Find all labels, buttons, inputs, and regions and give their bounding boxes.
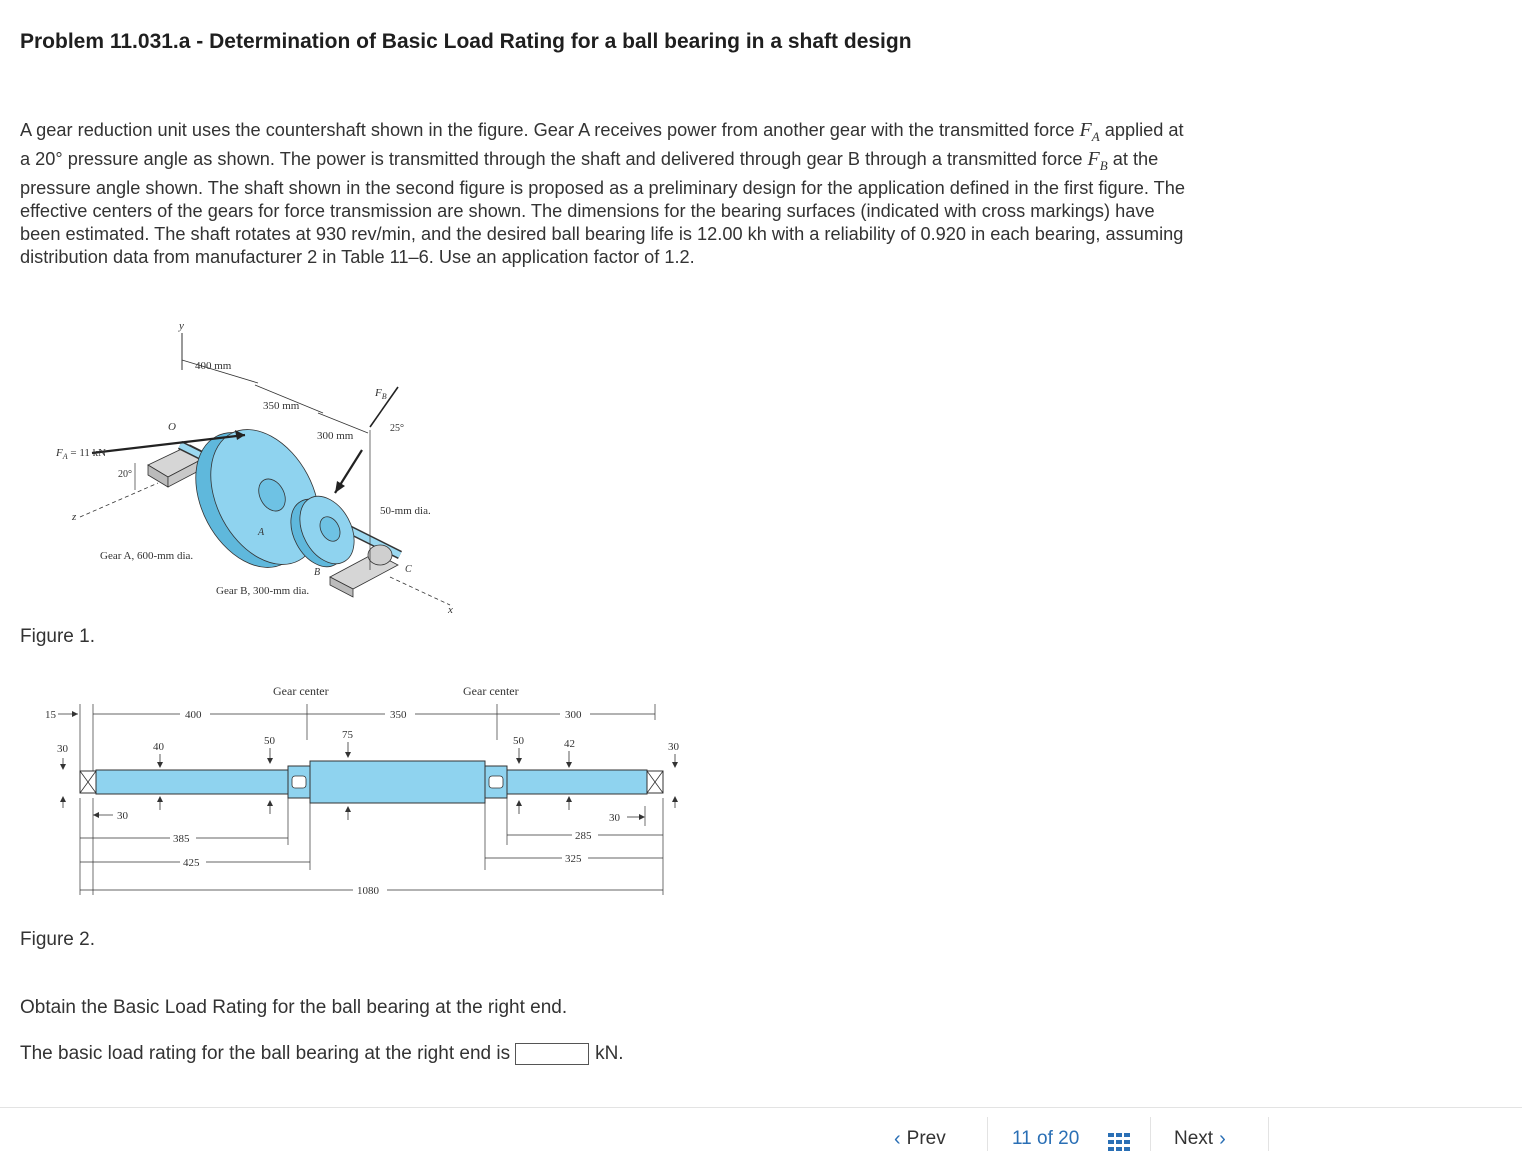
dim-350mm: 350 mm bbox=[263, 400, 300, 412]
dim-300: 300 bbox=[565, 709, 582, 721]
point-c-label: C bbox=[405, 564, 412, 575]
dim-30-left: 30 bbox=[57, 743, 68, 755]
dim-400mm: 400 mm bbox=[195, 360, 232, 372]
answer-prefix: The basic load rating for the ball bearing at the right end is bbox=[20, 1043, 511, 1064]
answer-unit: kN. bbox=[595, 1043, 624, 1064]
force-b-label: $F_B$ bbox=[375, 387, 387, 401]
dim-30-right: 30 bbox=[668, 741, 679, 753]
page-total: 20 bbox=[1058, 1128, 1080, 1149]
figure-2-label: Figure 2. bbox=[20, 929, 95, 950]
grid-icon[interactable] bbox=[1108, 1133, 1130, 1151]
answer-row bbox=[20, 1043, 624, 1065]
dim-50-right: 50 bbox=[513, 735, 524, 747]
dim-75: 75 bbox=[342, 729, 353, 741]
angle-25-label: 25° bbox=[390, 423, 404, 434]
chevron-right-icon: › bbox=[1219, 1127, 1226, 1150]
point-a-label: A bbox=[258, 527, 265, 538]
point-b-label: B bbox=[314, 567, 321, 578]
nav-separator bbox=[987, 1117, 988, 1151]
next-label: Next bbox=[1174, 1128, 1214, 1149]
dim-30-bottom-left: 30 bbox=[117, 810, 128, 822]
page-of: of bbox=[1037, 1128, 1053, 1149]
prev-label: Prev bbox=[906, 1128, 946, 1149]
nav-separator bbox=[1268, 1117, 1269, 1151]
dim-30-bottom-right: 30 bbox=[609, 812, 620, 824]
dim-1080: 1080 bbox=[357, 885, 379, 897]
page-indicator[interactable] bbox=[1012, 1127, 1079, 1151]
figure-2-drawing bbox=[35, 680, 695, 905]
shaft-left-section bbox=[96, 770, 288, 794]
description-text: applied at a 20° pressure angle as shown. The power is transmitted through the shaft and delivered through gear B through a transmitted force bbox=[20, 120, 1184, 169]
dim-15: 15 bbox=[45, 709, 56, 721]
gear-center-label-1: Gear center bbox=[273, 684, 329, 698]
shaft-right-section bbox=[507, 770, 647, 794]
answer-input[interactable] bbox=[515, 1043, 589, 1065]
force-a-symbol: $F_A$ bbox=[1079, 119, 1100, 144]
origin-label: O bbox=[168, 421, 176, 433]
angle-20-label: 20° bbox=[118, 469, 132, 480]
shaft-center-section bbox=[310, 761, 485, 803]
dim-42: 42 bbox=[564, 738, 575, 750]
question-prompt: Obtain the Basic Load Rating for the ball bearing at the right end. bbox=[20, 997, 568, 1018]
dim-300mm: 300 mm bbox=[317, 430, 354, 442]
description-text: A gear reduction unit uses the countershaft shown in the figure. Gear A receives power from another gear with the transmitted force bbox=[20, 120, 1080, 140]
dim-40: 40 bbox=[153, 741, 164, 753]
next-button[interactable] bbox=[1174, 1127, 1232, 1151]
x-axis-label: x bbox=[448, 604, 453, 616]
dim-400: 400 bbox=[185, 709, 202, 721]
dim-50-left: 50 bbox=[264, 735, 275, 747]
force-a-label: $F_A = 11$ kN bbox=[56, 447, 107, 461]
description-text: at the pressure angle shown. The shaft shown in the second figure is proposed as a preliminary design for the application defined in the first figure. The effective centers of the gears for force transmission are shown. The dimensions for the bearing surfaces (indicated with cross markings) have been estimated. The shaft rotates at 930 rev/min, and the desired ball bearing life is 12.00 kh with a reliability of 0.920 in each bearing, assuming distribution data from manufacturer 2 in Table 11–6. Use an application factor of 1.2. bbox=[20, 149, 1186, 267]
dim-425: 425 bbox=[183, 857, 200, 869]
dim-285: 285 bbox=[575, 830, 592, 842]
force-b-symbol: $F_B$ bbox=[1087, 148, 1108, 173]
problem-description bbox=[20, 119, 1190, 269]
figure-1-label: Figure 1. bbox=[20, 626, 95, 647]
prev-button[interactable] bbox=[888, 1127, 946, 1151]
dim-350: 350 bbox=[390, 709, 407, 721]
shaft-diameter-label: 50-mm dia. bbox=[380, 505, 431, 517]
gear-center-label-2: Gear center bbox=[463, 684, 519, 698]
footer-divider bbox=[0, 1107, 1522, 1108]
gear-a-label: Gear A, 600-mm dia. bbox=[100, 550, 194, 562]
z-axis-label: z bbox=[72, 511, 77, 523]
chevron-left-icon: ‹ bbox=[894, 1127, 901, 1150]
nav-separator bbox=[1150, 1117, 1151, 1151]
problem-title: Problem 11.031.a - Determination of Basic Load Rating for a ball bearing in a shaft design bbox=[20, 30, 912, 53]
page-current: 11 bbox=[1012, 1128, 1032, 1149]
figure-1-drawing bbox=[40, 315, 480, 620]
gear-b-label: Gear B, 300-mm dia. bbox=[216, 585, 310, 597]
y-axis-label: y bbox=[179, 320, 184, 332]
dim-385: 385 bbox=[173, 833, 190, 845]
dim-325: 325 bbox=[565, 853, 582, 865]
